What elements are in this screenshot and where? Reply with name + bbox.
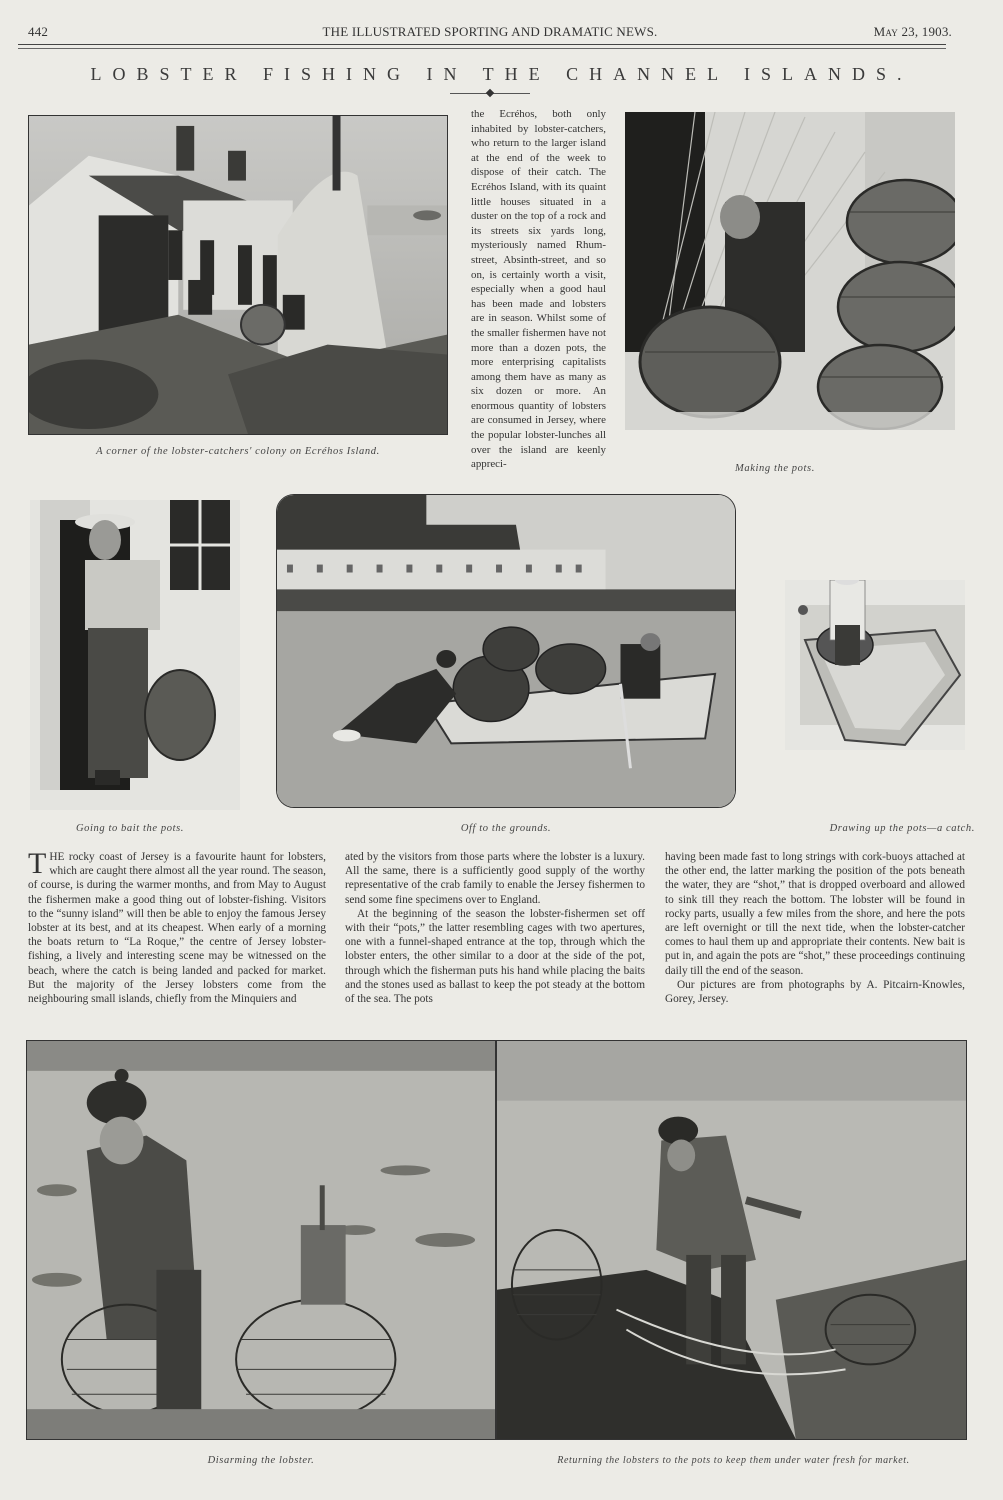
photo-colony — [28, 115, 448, 435]
column-2-paragraph-2: At the beginning of the season the lobster-fishermen set off with their “pots,” the latter resembling cages with two apertures, one with a funnel-shaped entrance at the top, through which the lobster enters, the other similar to a door at the side of the pot, through which the fisherman puts his hand while placing the baits and the stones used as ballast to keep the pot steady at the bottom of the sea. The pots — [345, 907, 645, 1006]
column-1-text: HE rocky coast of Jersey is a favourite haunt for lobsters, which are caught there almost all the year round. The season, of course, is during the warmer months, and from May to August the fishermen make a good thing out of lobster-fishing. Visitors to the “sunny island” will then be able to enjoy the famous Jersey lobster at its best, and at its cheapest. When early of a morning the boats return to “La Roque,” the centre of Jersey lobster-fishing, a lively and interesting scene may be witnessed on the beach, where the catch is being landed and packed for market. But the majority of the Jersey lobsters come from the neighbouring small islands, chiefly from the Minquiers and — [28, 851, 326, 1006]
photo-drawing-up-pots — [785, 580, 965, 750]
photo-going-to-bait — [30, 500, 240, 810]
article-headline: LOBSTER FISHING IN THE CHANNEL ISLANDS. — [90, 64, 913, 84]
article-text-narrow-column: the Ecréhos, both only inhabited by lobster-catchers, who return to the larger island at the end of the week to dispose of their catch. The Ecréhos Island, with its quaint little houses situated in a duster on the top of a rock and its streets six yards long, mysteriously named Rhum-street, Absinth-street, and so on, is certainly worth a visit, especially when a good haul has been made and lobsters are in season. Whilst some of the smaller fishermen have not more than a dozen pots, the more enterprising capitalists among them have as many as six dozen or more. An enormous quantity of lobsters are consumed in Jersey, where the popular lobster-lunches all over the island are keenly appreci- — [471, 108, 606, 471]
caption-colony: A corner of the lobster-catchers' colony on Ecréhos Island. — [96, 446, 380, 457]
caption-going-to-bait: Going to bait the pots. — [75, 823, 184, 834]
caption-disarming-lobster: Disarming the lobster. — [207, 1455, 315, 1466]
caption-making-pots: Making the pots. — [735, 463, 815, 474]
caption-off-to-grounds: Off to the grounds. — [460, 823, 552, 834]
page-number: 442 — [28, 24, 49, 39]
article-text-column-1 — [28, 847, 326, 1006]
photo-disarming-lobster — [26, 1040, 496, 1440]
column-3-paragraph-2: Our pictures are from photographs by A. Pitcairn-Knowles, Gorey, Jersey. — [665, 978, 965, 1006]
photo-returning-lobsters — [496, 1040, 967, 1440]
caption-returning-lobsters: Returning the lobsters to the pots to keep them under water fresh for market. — [557, 1455, 910, 1466]
photo-making-pots — [625, 112, 955, 430]
header-rule-secondary — [18, 48, 946, 49]
column-2-paragraph-1: ated by the visitors from those parts where the lobster is a luxury. All the same, there is a sufficiently good supply of the worthy representative of the crab family to enable the Jersey fishermen to send some fine specimens over to England. — [345, 851, 645, 906]
caption-drawing-up-pots: Drawing up the pots—a catch. — [829, 823, 975, 834]
article-text-column-2 — [345, 850, 645, 1006]
photo-off-to-grounds — [276, 494, 736, 808]
header-rule — [18, 44, 946, 45]
publication-title: THE ILLUSTRATED SPORTING AND DRAMATIC NEWS. — [322, 24, 658, 39]
article-text-column-3 — [665, 850, 965, 1006]
issue-date: May 23, 1903. — [873, 24, 952, 39]
column-3-paragraph-1: having been made fast to long strings with cork-buoys attached at the other end, the latter marking the position of the pots beneath the water, they are “shot,” that is dropped overboard and allowed to sink till they reach the bottom. The lobster will be found in rocky parts, usually a few miles from the shore, and here the pots are left overnight or till the next tide, when the lobster-catcher comes to haul them up and appropriate their contents. New bait is put in, and again the pots are “shot,” these proceedings continuing daily till the end of the season. — [665, 851, 965, 977]
headline-ornament — [450, 90, 530, 98]
drop-cap: T — [28, 847, 47, 880]
